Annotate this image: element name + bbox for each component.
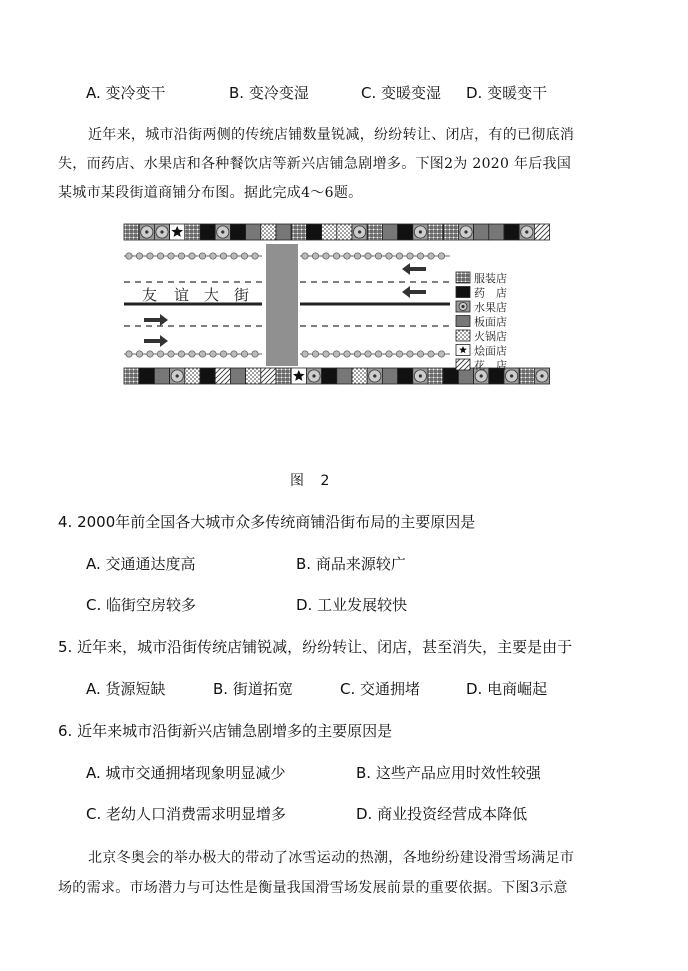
shop-clothing [456, 272, 470, 283]
flower-icon [126, 253, 132, 259]
flower-icon [312, 351, 318, 357]
q3-option-d: D. 变暖变干 [466, 84, 548, 102]
shop-fruit [367, 368, 382, 384]
intro-line-1: 近年来，城市沿街两侧的传统店铺数量锐减，纷纷转让、闭店，有的已彻底消 [88, 127, 575, 143]
shop-fruit [215, 224, 230, 240]
shop-stew [291, 368, 306, 384]
legend-label: 花 店 [474, 359, 507, 372]
q3-option-b: B. 变冷变湿 [229, 84, 309, 102]
legend-label: 药 店 [474, 286, 507, 300]
flower-icon [136, 253, 142, 259]
flower-icon [220, 351, 226, 357]
flower-icon [178, 253, 184, 259]
flower-icon [231, 351, 237, 357]
shop-hotpot [456, 330, 470, 341]
shop-hotpot [352, 368, 367, 384]
question-4-stem: 4. 2000年前全国各大城市众多传统商铺沿街布局的主要原因是 [58, 513, 476, 531]
flower-icon [220, 253, 226, 259]
flower-icon [302, 351, 308, 357]
shop-noodle [337, 368, 352, 384]
street-name-char: 友 [142, 286, 158, 304]
flower-icon [386, 351, 392, 357]
question-4-option-c: C. 临街空房较多 [86, 596, 197, 614]
shop-noodle [489, 224, 504, 240]
crosswalk [266, 244, 298, 366]
question-5-option-a: A. 货源短缺 [86, 680, 166, 698]
flower-icon [396, 253, 402, 259]
shop-pharmacy [504, 224, 519, 240]
flower-icon [189, 351, 195, 357]
flower-icon [147, 351, 153, 357]
flower-icon [344, 253, 350, 259]
flower-icon [333, 253, 339, 259]
flower-icon [210, 253, 216, 259]
flower-icon [354, 253, 360, 259]
shop-pharmacy [322, 368, 337, 384]
question-4-option-a: A. 交通通达度高 [86, 555, 196, 573]
flower-icon [168, 351, 174, 357]
flower-icon [136, 351, 142, 357]
shop-fruit [534, 368, 549, 384]
shop-flower [534, 224, 549, 240]
shop-fruit [154, 224, 169, 240]
arrow-right-icon [144, 335, 168, 347]
shop-noodle [230, 368, 245, 384]
shop-noodle [276, 224, 291, 240]
shop-pharmacy [398, 368, 413, 384]
shop-noodle [456, 316, 470, 327]
flower-icon [333, 351, 339, 357]
flower-icon [354, 351, 360, 357]
arrow-left-icon [402, 286, 426, 298]
flower-icon [375, 253, 381, 259]
flower-icon [312, 253, 318, 259]
intro-line-3: 某城市某段街道商铺分布图。据此完成4～6题。 [58, 185, 363, 201]
shop-clothing [124, 368, 139, 384]
flower-icon [178, 351, 184, 357]
flower-icon [199, 253, 205, 259]
intro-line-2: 失，而药店、水果店和各种餐饮店等新兴店铺急剧增多。下图2为 2020 年后我国 [58, 156, 572, 172]
flower-icon [302, 253, 308, 259]
flower-icon [157, 351, 163, 357]
flower-icon [417, 253, 423, 259]
legend-label: 烩面店 [474, 344, 507, 358]
flower-icon [438, 351, 444, 357]
flower-icon [323, 351, 329, 357]
flower-icon [252, 253, 258, 259]
street-name-char: 大 [204, 286, 220, 304]
shop-pharmacy [230, 224, 245, 240]
shop-clothing [276, 368, 291, 384]
shop-hotpot [337, 224, 352, 240]
flower-icon [417, 351, 423, 357]
q3-option-a: A. 变冷变干 [86, 84, 166, 102]
flower-icon [147, 253, 153, 259]
question-6-stem: 6. 近年来城市沿街新兴店铺急剧增多的主要原因是 [58, 722, 393, 740]
shop-flower [456, 359, 470, 370]
shop-pharmacy [200, 368, 215, 384]
shop-pharmacy [398, 224, 413, 240]
shop-fruit [413, 368, 428, 384]
flower-icon [428, 351, 434, 357]
question-5-option-b: B. 街道拓宽 [213, 680, 293, 698]
flower-icon [252, 351, 258, 357]
shop-fruit [519, 224, 534, 240]
question-6-option-b: B. 这些产品应用时效性较强 [356, 764, 541, 782]
shop-hotpot [185, 368, 200, 384]
legend-label: 板面店 [474, 315, 507, 329]
shop-stew [170, 224, 185, 240]
shop-pharmacy [139, 368, 154, 384]
flower-icon [407, 253, 413, 259]
shop-clothing [124, 224, 139, 240]
shop-hotpot [322, 224, 337, 240]
flower-icon [231, 253, 237, 259]
flower-icon [386, 253, 392, 259]
question-5-option-d: D. 电商崛起 [466, 680, 548, 698]
flower-icon [323, 253, 329, 259]
flower-icon [375, 351, 381, 357]
shop-hotpot [246, 368, 261, 384]
shop-clothing [185, 224, 200, 240]
street-shop-map [122, 222, 562, 388]
flower-icon [407, 351, 413, 357]
shop-flower [215, 368, 230, 384]
shop-fruit [413, 224, 428, 240]
flower-icon [396, 351, 402, 357]
shop-pharmacy [200, 224, 215, 240]
shop-clothing [367, 224, 382, 240]
question-5-stem: 5. 近年来，城市沿街传统店铺锐减，纷纷转让、闭店，甚至消失，主要是由于 [58, 638, 573, 656]
question-4-option-d: D. 工业发展较快 [296, 596, 408, 614]
shop-clothing [428, 368, 443, 384]
shop-fruit [306, 368, 321, 384]
shop-flower [261, 368, 276, 384]
shop-pharmacy [306, 224, 321, 240]
shop-fruit [456, 301, 470, 312]
q3-option-c: C. 变暖变湿 [361, 84, 442, 102]
legend-label: 服装店 [474, 272, 507, 285]
top-shop-row [124, 224, 550, 240]
shop-fruit [170, 368, 185, 384]
question-6-option-c: C. 老幼人口消费需求明显增多 [86, 805, 287, 823]
flower-icon [168, 253, 174, 259]
flower-icon [199, 351, 205, 357]
shop-noodle [154, 368, 169, 384]
flower-icon [365, 253, 371, 259]
question-4-option-b: B. 商品来源较广 [296, 555, 406, 573]
shop-fruit [352, 224, 367, 240]
question-6-option-d: D. 商业投资经营成本降低 [356, 805, 528, 823]
shop-clothing [428, 224, 443, 240]
shop-stew [456, 345, 470, 356]
street-name-char: 街 [234, 286, 250, 304]
question-6-option-a: A. 城市交通拥堵现象明显减少 [86, 764, 286, 782]
shop-noodle [382, 224, 397, 240]
legend-label: 水果店 [474, 301, 507, 314]
flower-icon [241, 253, 247, 259]
arrow-right-icon [144, 314, 168, 326]
shop-noodle [382, 368, 397, 384]
outro-line-1: 北京冬奥会的举办极大的带动了冰雪运动的热潮，各地纷纷建设滑雪场满足市 [88, 850, 575, 866]
shop-pharmacy [456, 287, 470, 298]
shop-clothing [443, 224, 458, 240]
map-legend [456, 271, 507, 372]
legend-label: 火锅店 [474, 330, 507, 343]
shop-noodle [246, 224, 261, 240]
shop-fruit [139, 224, 154, 240]
shop-fruit [458, 224, 473, 240]
shop-hotpot [261, 224, 276, 240]
flower-icon [438, 253, 444, 259]
flower-icon [157, 253, 163, 259]
arrow-left-icon [402, 263, 426, 275]
outro-line-2: 场的需求。市场潜力与可达性是衡量我国滑雪场发展前景的重要依据。下图3示意 [58, 880, 568, 896]
street-name-char: 谊 [174, 286, 190, 304]
flower-icon [126, 351, 132, 357]
flower-icon [210, 351, 216, 357]
flower-icon [189, 253, 195, 259]
shop-noodle [474, 224, 489, 240]
shop-clothing [519, 368, 534, 384]
figure-caption: 图 2 [290, 473, 336, 489]
flower-icon [241, 351, 247, 357]
flower-icon [365, 351, 371, 357]
flower-icon [428, 253, 434, 259]
shop-clothing [291, 224, 306, 240]
flower-icon [344, 351, 350, 357]
question-5-option-c: C. 交通拥堵 [340, 680, 421, 698]
